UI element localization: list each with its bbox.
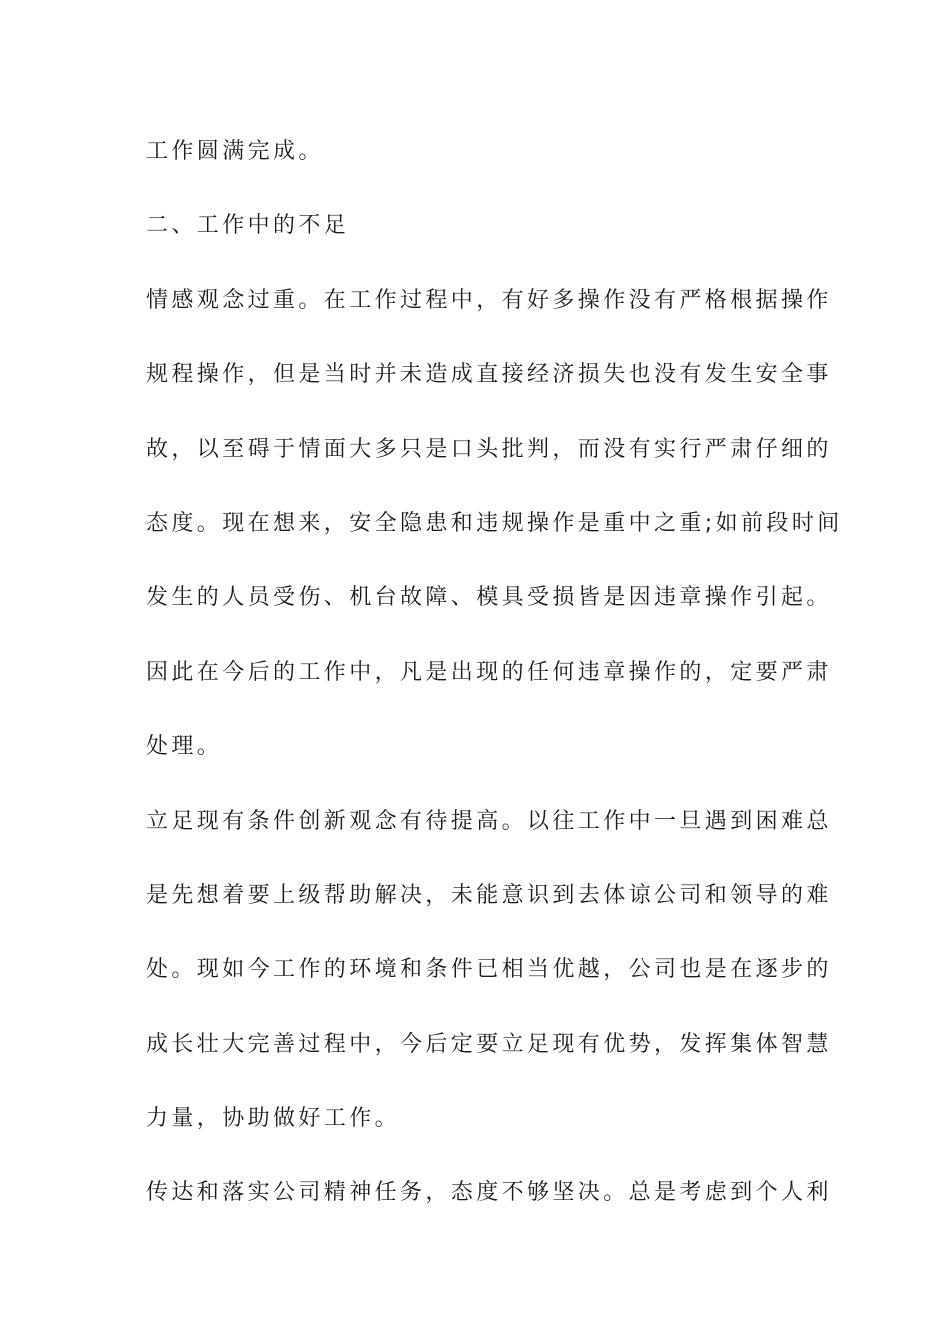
text-line: 故，以至碍于情面大多只是口头批判，而没有实行严肃仔细的 [146,436,832,462]
text-line: 成长壮大完善过程中，今后定要立足现有优势，发挥集体智慧 [146,1031,832,1057]
text-line: 立足现有条件创新观念有待提高。以往工作中一旦遇到困难总 [146,808,832,834]
text-line: 工作圆满完成。 [146,139,324,164]
text-line: 处。现如今工作的环境和条件已相当优越，公司也是在逐步的 [146,957,832,983]
section-heading: 二、工作中的不足 [146,213,350,239]
text-line: 态度。现在想来，安全隐患和违规操作是重中之重;如前段时间 [146,510,843,536]
text-line: 力量，协助做好工作。 [146,1106,401,1132]
text-line: 传达和落实公司精神任务，态度不够坚决。总是考虑到个人利 [146,1180,832,1206]
text-line: 情感观念过重。在工作过程中，有好多操作没有严格根据操作 [146,287,832,313]
text-line: 因此在今后的工作中，凡是出现的任何违章操作的，定要严肃 [146,659,832,685]
text-line: 发生的人员受伤、机台故障、模具受损皆是因违章操作引起。 [146,585,832,611]
text-line: 是先想着要上级帮助解决，未能意识到去体谅公司和领导的难 [146,882,832,908]
text-line: 处理。 [146,734,223,760]
document-body [146,133,843,1249]
text-line: 规程操作，但是当时并未造成直接经济损失也没有发生安全事 [146,362,832,388]
